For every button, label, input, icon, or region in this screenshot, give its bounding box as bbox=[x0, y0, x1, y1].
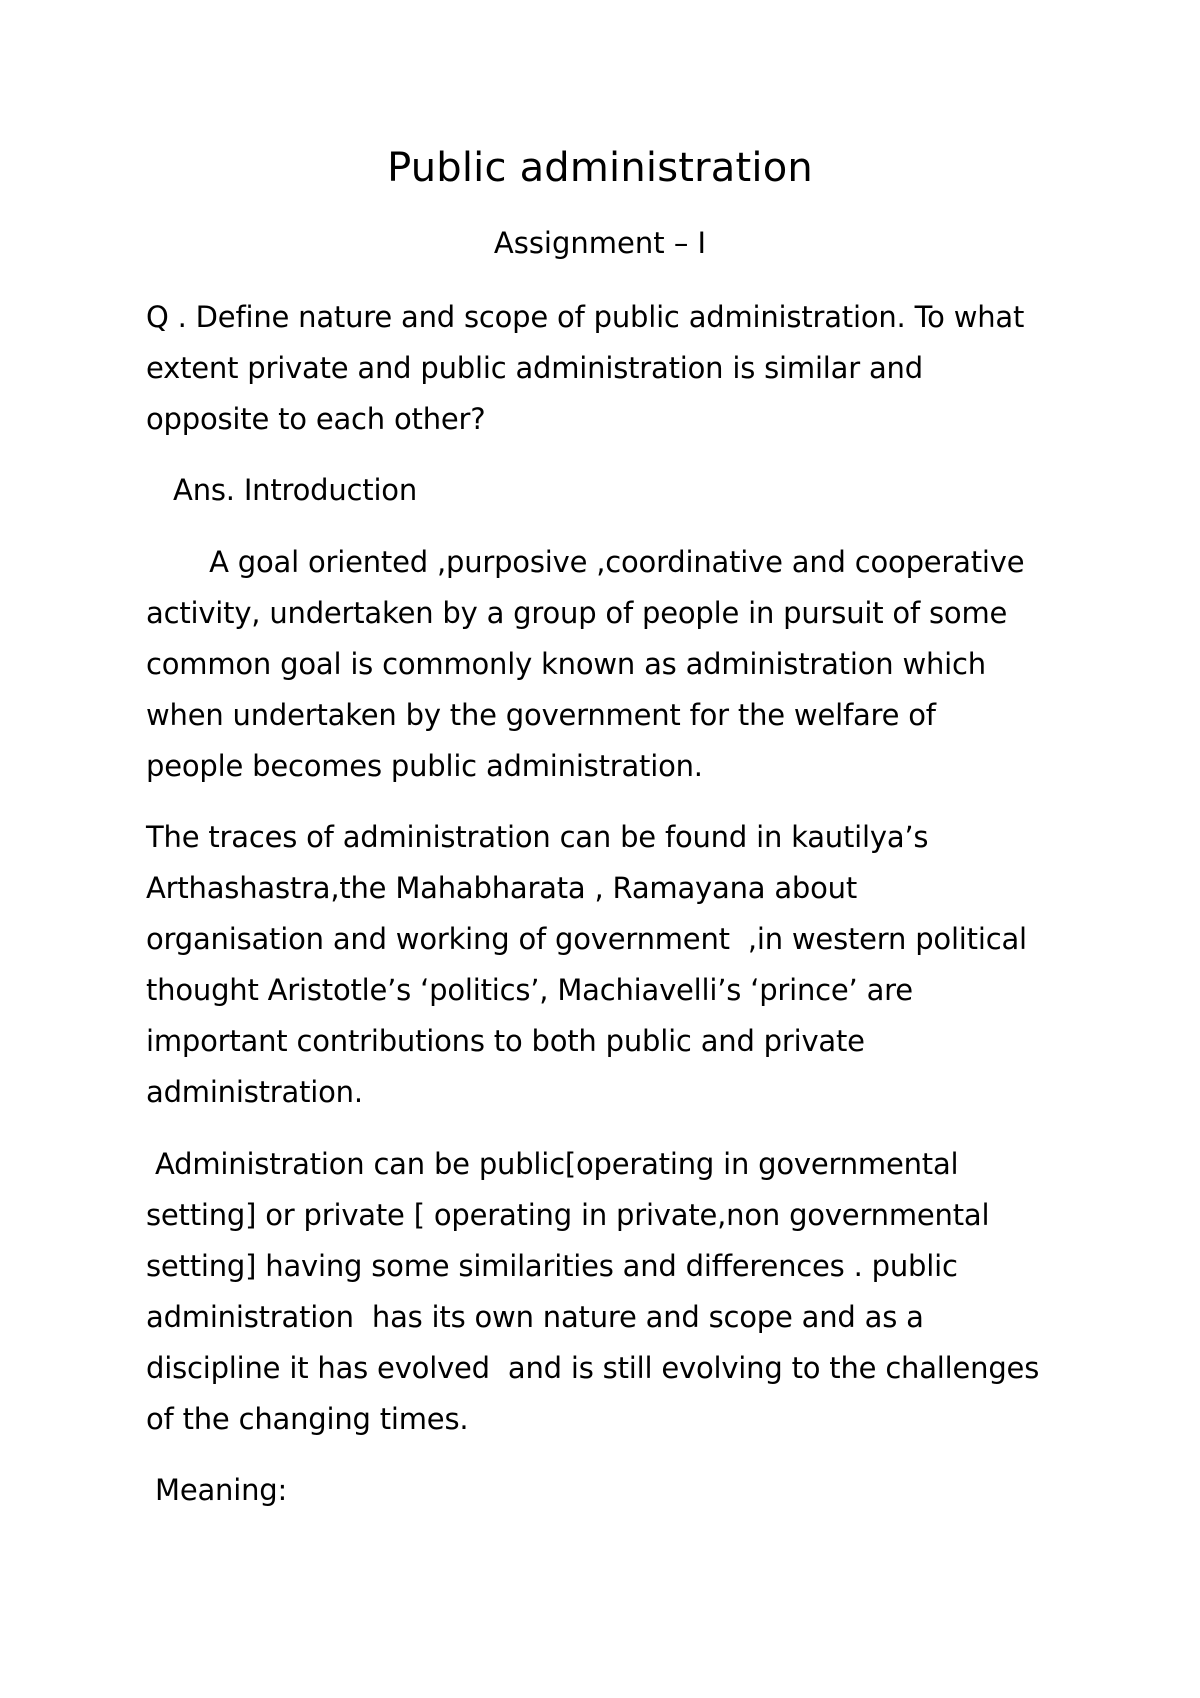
paragraph-line: discipline it has evolved and is still evolving to the challenges bbox=[146, 1351, 1040, 1385]
paragraph-line: organisation and working of government ,in western political bbox=[146, 922, 1027, 956]
paragraph-line: A goal oriented ,purposive ,coordinative and cooperative bbox=[146, 545, 1025, 579]
paragraph-line: setting] having some similarities and differences . public bbox=[146, 1249, 958, 1283]
paragraph-line: when undertaken by the government for the welfare of bbox=[146, 698, 936, 732]
paragraph-line: The traces of administration can be found in kautilya’s bbox=[146, 820, 929, 854]
meaning-heading: Meaning: bbox=[146, 1473, 288, 1507]
paragraph-line: Arthashastra,the Mahabharata , Ramayana about bbox=[146, 871, 858, 905]
document-subtitle: Assignment – I bbox=[493, 226, 707, 260]
paragraph-line: administration. bbox=[146, 1075, 363, 1109]
question-line: Q . Define nature and scope of public administration. To what bbox=[146, 300, 1025, 334]
paragraph-line: thought Aristotle’s ‘politics’, Machiavelli’s ‘prince’ are bbox=[146, 973, 913, 1007]
question-line: extent private and public administration is similar and bbox=[146, 351, 923, 385]
question-line: opposite to each other? bbox=[146, 402, 486, 436]
paragraph-line: common goal is commonly known as administration which bbox=[146, 647, 986, 681]
paragraph-line: people becomes public administration. bbox=[146, 749, 703, 783]
answer-heading: Ans. Introduction bbox=[146, 473, 418, 507]
paragraph-line: activity, undertaken by a group of people in pursuit of some bbox=[146, 596, 1008, 630]
paragraph-line: of the changing times. bbox=[146, 1402, 469, 1436]
paragraph-line: administration has its own nature and scope and as a bbox=[146, 1300, 924, 1334]
paragraph-line: setting] or private [ operating in private,non governmental bbox=[146, 1198, 990, 1232]
paragraph-line: Administration can be public[operating in governmental bbox=[146, 1147, 959, 1181]
document-title: Public administration bbox=[387, 145, 813, 191]
paragraph-line: important contributions to both public and private bbox=[146, 1024, 865, 1058]
